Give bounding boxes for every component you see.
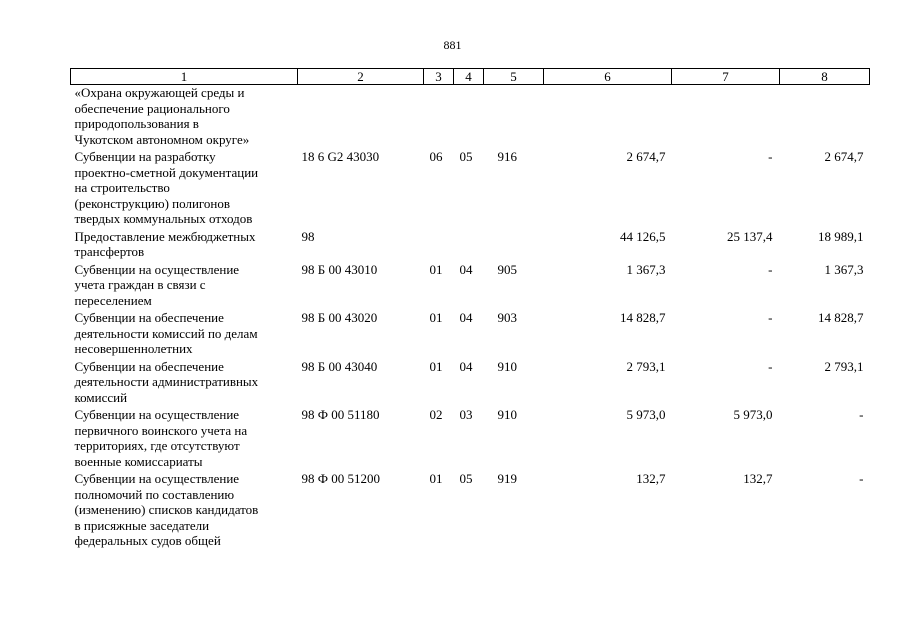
section-code: 01	[429, 310, 443, 325]
subsection-code	[454, 85, 484, 148]
federal-amount: -	[768, 149, 773, 164]
row-name-line: переселением	[74, 292, 152, 308]
grbs-code: 910	[497, 358, 517, 374]
regional-amount	[780, 85, 870, 148]
total-amount	[544, 85, 672, 148]
target-code: 98	[301, 228, 315, 244]
section-code	[424, 85, 454, 148]
row-name-line: военные комиссариаты	[74, 453, 203, 469]
row-name	[71, 407, 298, 469]
grbs-code: 905	[497, 261, 517, 277]
section-code: 01	[429, 261, 443, 277]
row-name-line: Предоставление межбюджетных	[74, 228, 256, 244]
row-name-line: (реконструкцию) полигонов	[74, 195, 231, 211]
target-code: 98 Ф 00 51180	[301, 407, 380, 422]
regional-amount: -	[859, 407, 864, 422]
row-name-line: обеспечение рационального	[74, 100, 230, 116]
row-name-line: деятельности административных	[74, 374, 259, 389]
row-name-line: (изменению) списков кандидатов	[74, 502, 259, 517]
column-header: 6	[544, 69, 672, 85]
table-header-row	[71, 69, 870, 85]
section-code: 06	[429, 149, 443, 164]
section-code: 01	[429, 471, 443, 486]
grbs-code: 919	[497, 471, 517, 486]
federal-amount: -	[768, 310, 773, 325]
row-name	[71, 149, 298, 227]
regional-amount: 18 989,1	[818, 228, 864, 244]
target-code: 98 Б 00 43040	[301, 358, 378, 374]
row-name-line: проектно-сметной документации	[74, 164, 259, 180]
subsection-code: 05	[459, 471, 473, 486]
table-row	[71, 310, 870, 357]
column-header: 1	[71, 69, 298, 85]
table-row	[71, 85, 870, 148]
row-name-line: полномочий по составлению	[74, 486, 235, 502]
column-header: 2	[298, 69, 424, 85]
subsection-code: 05	[459, 149, 473, 164]
table-row	[71, 262, 870, 309]
federal-amount: 5 973,0	[733, 407, 773, 422]
section-code	[424, 229, 454, 260]
row-name-line: «Охрана окружающей среды и	[74, 85, 245, 100]
column-header: 7	[672, 69, 780, 85]
row-name	[71, 359, 298, 406]
row-name-line: федеральных судов общей	[74, 533, 221, 548]
subsection-code: 04	[459, 310, 473, 325]
total-amount: 2 793,1	[626, 358, 666, 374]
column-header: 3	[424, 69, 454, 85]
grbs-code: 916	[497, 149, 517, 164]
row-name-line: комиссий	[74, 389, 128, 405]
target-code	[298, 85, 424, 148]
row-name-line: природопользования в	[74, 116, 199, 131]
row-name-line: Субвенции на разработку	[74, 149, 216, 164]
row-name-line: на строительство	[74, 180, 170, 195]
row-name-line: несовершеннолетних	[74, 341, 193, 356]
row-name-line: Субвенции на обеспечение	[74, 310, 224, 325]
row-name-line: деятельности комиссий по делам	[74, 325, 258, 341]
budget-table	[70, 68, 870, 549]
row-name	[71, 471, 298, 549]
row-name-line: твердых коммунальных отходов	[74, 211, 253, 226]
subsection-code: 04	[459, 261, 473, 277]
total-amount: 44 126,5	[620, 228, 666, 244]
total-amount: 2 674,7	[626, 149, 666, 164]
row-name-line: территориях, где отсутствуют	[74, 438, 240, 453]
table-row	[71, 229, 870, 260]
grbs-code	[484, 229, 544, 260]
row-name	[71, 310, 298, 357]
total-amount: 1 367,3	[626, 261, 666, 277]
table-body	[71, 85, 870, 549]
federal-amount: 25 137,4	[727, 228, 773, 244]
target-code: 98 Б 00 43020	[301, 310, 378, 325]
grbs-code	[484, 85, 544, 148]
regional-amount: 1 367,3	[824, 261, 864, 277]
row-name	[71, 229, 298, 260]
row-name-line: в присяжные заседатели	[74, 517, 210, 533]
subsection-code: 04	[459, 358, 473, 374]
federal-amount: 132,7	[743, 471, 773, 486]
federal-amount: -	[768, 358, 773, 374]
table-row	[71, 407, 870, 469]
row-name-line: Субвенции на осуществление	[74, 471, 240, 486]
grbs-code: 910	[497, 407, 517, 422]
row-name-line: учета граждан в связи с	[74, 277, 206, 292]
regional-amount: 2 793,1	[824, 358, 864, 374]
federal-amount: -	[768, 261, 773, 277]
target-code: 98 Б 00 43010	[301, 261, 378, 277]
page-number: 881	[443, 38, 462, 52]
section-code: 01	[429, 358, 443, 374]
row-name	[71, 262, 298, 309]
table-row	[71, 359, 870, 406]
grbs-code: 903	[497, 310, 517, 325]
federal-amount	[672, 85, 780, 148]
target-code: 18 6 G2 43030	[301, 149, 380, 164]
subsection-code	[454, 229, 484, 260]
table-row	[71, 149, 870, 227]
row-name-line: Чукотском автономном округе»	[74, 131, 250, 147]
row-name-line: трансфертов	[74, 244, 145, 259]
regional-amount: 2 674,7	[824, 149, 864, 164]
table-row	[71, 471, 870, 549]
row-name-line: первичного воинского учета на	[74, 422, 248, 438]
row-name-line: Субвенции на осуществление	[74, 261, 240, 277]
subsection-code: 03	[459, 407, 473, 422]
column-header: 4	[454, 69, 484, 85]
row-name-line: Субвенции на осуществление	[74, 407, 240, 422]
regional-amount: -	[859, 471, 864, 486]
regional-amount: 14 828,7	[818, 310, 864, 325]
row-name	[71, 85, 298, 148]
column-header: 5	[484, 69, 544, 85]
total-amount: 14 828,7	[620, 310, 666, 325]
total-amount: 132,7	[636, 471, 666, 486]
row-name-line: Субвенции на обеспечение	[74, 358, 224, 374]
target-code: 98 Ф 00 51200	[301, 471, 381, 486]
total-amount: 5 973,0	[626, 407, 666, 422]
column-header: 8	[780, 69, 870, 85]
section-code: 02	[429, 407, 443, 422]
